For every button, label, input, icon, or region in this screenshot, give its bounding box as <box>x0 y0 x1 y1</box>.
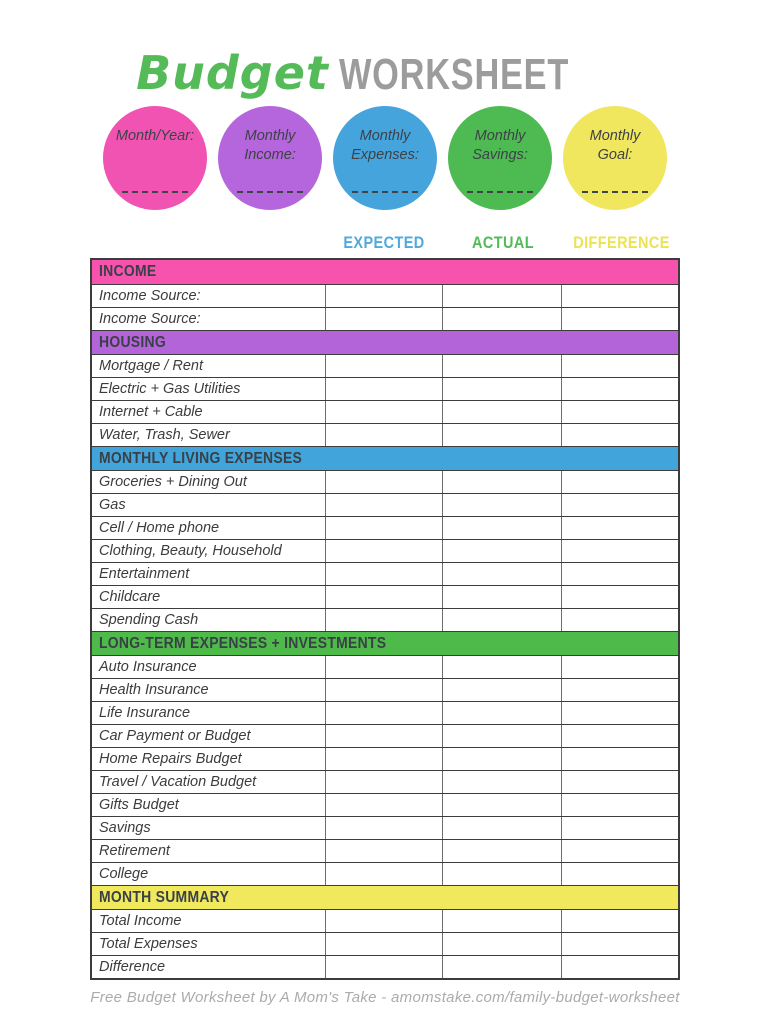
summary-circle-2 <box>333 106 437 210</box>
table-row <box>92 307 678 330</box>
difference-cell[interactable] <box>561 817 678 839</box>
section-header-4 <box>92 885 678 909</box>
expected-cell[interactable] <box>325 586 442 608</box>
expected-cell[interactable] <box>325 563 442 585</box>
row-label: Gas <box>99 497 126 513</box>
actual-cell[interactable] <box>442 424 561 446</box>
row-label: College <box>99 866 149 882</box>
title-budget-script: Budget <box>136 46 329 100</box>
row-label: Groceries + Dining Out <box>99 474 247 490</box>
actual-cell[interactable] <box>442 840 561 862</box>
actual-cell[interactable] <box>442 378 561 400</box>
actual-cell[interactable] <box>442 725 561 747</box>
difference-cell[interactable] <box>561 563 678 585</box>
actual-cell[interactable] <box>442 656 561 678</box>
table-row <box>92 724 678 747</box>
table-row <box>92 470 678 493</box>
difference-cell[interactable] <box>561 725 678 747</box>
expected-cell[interactable] <box>325 817 442 839</box>
actual-cell[interactable] <box>442 933 561 955</box>
row-label: Life Insurance <box>99 705 191 721</box>
expected-cell[interactable] <box>325 771 442 793</box>
expected-cell[interactable] <box>325 540 442 562</box>
circle-blank-line[interactable] <box>122 191 188 193</box>
expected-cell[interactable] <box>325 285 442 307</box>
column-headers <box>90 230 680 255</box>
actual-cell[interactable] <box>442 702 561 724</box>
actual-cell[interactable] <box>442 956 561 978</box>
row-label: Mortgage / Rent <box>99 358 203 374</box>
difference-cell[interactable] <box>561 471 678 493</box>
table-row <box>92 493 678 516</box>
expected-cell[interactable] <box>325 609 442 631</box>
actual-cell[interactable] <box>442 609 561 631</box>
row-label: Difference <box>99 959 166 975</box>
expected-cell[interactable] <box>325 748 442 770</box>
actual-cell[interactable] <box>442 285 561 307</box>
expected-cell[interactable] <box>325 494 442 516</box>
circle-label: Monthly Expenses: <box>351 128 419 163</box>
column-header-actual: ACTUAL <box>472 232 534 252</box>
section-title: INCOME <box>99 263 157 280</box>
actual-cell[interactable] <box>442 679 561 701</box>
difference-cell[interactable] <box>561 494 678 516</box>
circle-blank-line[interactable] <box>582 191 648 193</box>
expected-cell[interactable] <box>325 863 442 885</box>
row-label: Cell / Home phone <box>99 520 220 536</box>
difference-cell[interactable] <box>561 517 678 539</box>
actual-cell[interactable] <box>442 540 561 562</box>
table-row <box>92 585 678 608</box>
actual-cell[interactable] <box>442 517 561 539</box>
table-row <box>92 516 678 539</box>
section-title: HOUSING <box>99 333 167 351</box>
actual-cell[interactable] <box>442 794 561 816</box>
section-header-2 <box>92 446 678 470</box>
table-row <box>92 377 678 400</box>
actual-cell[interactable] <box>442 863 561 885</box>
row-label: Home Repairs Budget <box>99 751 242 767</box>
table-row <box>92 539 678 562</box>
actual-cell[interactable] <box>442 494 561 516</box>
table-row <box>92 793 678 816</box>
actual-cell[interactable] <box>442 748 561 770</box>
table-row <box>92 562 678 585</box>
circle-blank-line[interactable] <box>237 191 303 193</box>
section-header-1 <box>92 330 678 354</box>
row-label: Internet + Cable <box>99 404 203 420</box>
row-label: Water, Trash, Sewer <box>99 427 230 443</box>
row-label: Travel / Vacation Budget <box>99 774 257 790</box>
table-row <box>92 839 678 862</box>
row-label: Retirement <box>99 843 170 859</box>
row-label: Income Source: <box>99 288 201 304</box>
difference-cell[interactable] <box>561 378 678 400</box>
circle-label: Monthly Income: <box>244 128 296 163</box>
row-label: Auto Insurance <box>99 659 197 675</box>
summary-circle-0 <box>103 106 207 210</box>
section-header-3 <box>92 631 678 655</box>
column-header-expected: EXPECTED <box>343 232 425 252</box>
row-label: Entertainment <box>99 566 190 582</box>
row-label: Savings <box>99 820 151 836</box>
summary-circles <box>0 106 770 210</box>
actual-cell[interactable] <box>442 817 561 839</box>
expected-cell[interactable] <box>325 679 442 701</box>
title-worksheet-caps: WORKSHEET <box>338 50 570 99</box>
difference-cell[interactable] <box>561 933 678 955</box>
column-header-difference: DIFFERENCE <box>573 232 670 252</box>
table-row <box>92 909 678 932</box>
difference-cell[interactable] <box>561 702 678 724</box>
table-row <box>92 655 678 678</box>
expected-cell[interactable] <box>325 401 442 423</box>
actual-cell[interactable] <box>442 308 561 330</box>
summary-circle-3 <box>448 106 552 210</box>
actual-cell[interactable] <box>442 910 561 932</box>
row-label: Income Source: <box>99 311 201 327</box>
difference-cell[interactable] <box>561 910 678 932</box>
actual-cell[interactable] <box>442 401 561 423</box>
expected-cell[interactable] <box>325 308 442 330</box>
section-header-0 <box>92 260 678 284</box>
summary-circle-4 <box>563 106 667 210</box>
actual-cell[interactable] <box>442 471 561 493</box>
difference-cell[interactable] <box>561 748 678 770</box>
table-row <box>92 747 678 770</box>
circle-label: Monthly Savings: <box>472 128 528 163</box>
difference-cell[interactable] <box>561 308 678 330</box>
expected-cell[interactable] <box>325 725 442 747</box>
difference-cell[interactable] <box>561 794 678 816</box>
expected-cell[interactable] <box>325 355 442 377</box>
table-row <box>92 770 678 793</box>
difference-cell[interactable] <box>561 679 678 701</box>
difference-cell[interactable] <box>561 863 678 885</box>
expected-cell[interactable] <box>325 471 442 493</box>
row-label: Spending Cash <box>99 612 199 628</box>
circle-label: Monthly Goal: <box>589 128 641 163</box>
page-title <box>0 46 770 100</box>
budget-table <box>90 258 680 980</box>
table-row <box>92 678 678 701</box>
circle-label: Month/Year: <box>115 128 195 144</box>
expected-cell[interactable] <box>325 424 442 446</box>
difference-cell[interactable] <box>561 656 678 678</box>
actual-cell[interactable] <box>442 586 561 608</box>
expected-cell[interactable] <box>325 378 442 400</box>
table-row <box>92 423 678 446</box>
expected-cell[interactable] <box>325 794 442 816</box>
expected-cell[interactable] <box>325 656 442 678</box>
difference-cell[interactable] <box>561 586 678 608</box>
budget-table-area <box>90 230 680 980</box>
actual-cell[interactable] <box>442 771 561 793</box>
table-row <box>92 955 678 978</box>
actual-cell[interactable] <box>442 563 561 585</box>
difference-cell[interactable] <box>561 424 678 446</box>
expected-cell[interactable] <box>325 840 442 862</box>
difference-cell[interactable] <box>561 285 678 307</box>
difference-cell[interactable] <box>561 540 678 562</box>
row-label: Clothing, Beauty, Household <box>99 543 282 559</box>
section-title: MONTHLY LIVING EXPENSES <box>99 449 303 467</box>
section-title: LONG-TERM EXPENSES + INVESTMENTS <box>99 634 387 652</box>
row-label: Gifts Budget <box>99 797 179 813</box>
table-row <box>92 932 678 955</box>
table-row <box>92 862 678 885</box>
expected-cell[interactable] <box>325 517 442 539</box>
circle-blank-line[interactable] <box>467 191 533 193</box>
difference-cell[interactable] <box>561 771 678 793</box>
table-row <box>92 400 678 423</box>
difference-cell[interactable] <box>561 840 678 862</box>
row-label: Electric + Gas Utilities <box>99 381 241 397</box>
section-title: MONTH SUMMARY <box>99 888 230 906</box>
difference-cell[interactable] <box>561 956 678 978</box>
table-row <box>92 354 678 377</box>
table-row <box>92 816 678 839</box>
table-row <box>92 608 678 631</box>
table-row <box>92 701 678 724</box>
table-row <box>92 284 678 307</box>
circle-blank-line[interactable] <box>352 191 418 193</box>
expected-cell[interactable] <box>325 702 442 724</box>
actual-cell[interactable] <box>442 355 561 377</box>
row-label: Car Payment or Budget <box>99 728 251 744</box>
row-label: Total Expenses <box>99 936 198 952</box>
summary-circle-1 <box>218 106 322 210</box>
row-label: Health Insurance <box>99 682 209 698</box>
row-label: Childcare <box>99 589 161 605</box>
expected-cell[interactable] <box>325 910 442 932</box>
footer-credit: Free Budget Worksheet by A Mom's Take - amomstake.com/family-budget-worksheet <box>90 989 680 1006</box>
expected-cell[interactable] <box>325 933 442 955</box>
difference-cell[interactable] <box>561 401 678 423</box>
difference-cell[interactable] <box>561 609 678 631</box>
expected-cell[interactable] <box>325 956 442 978</box>
row-label: Total Income <box>99 913 182 929</box>
difference-cell[interactable] <box>561 355 678 377</box>
